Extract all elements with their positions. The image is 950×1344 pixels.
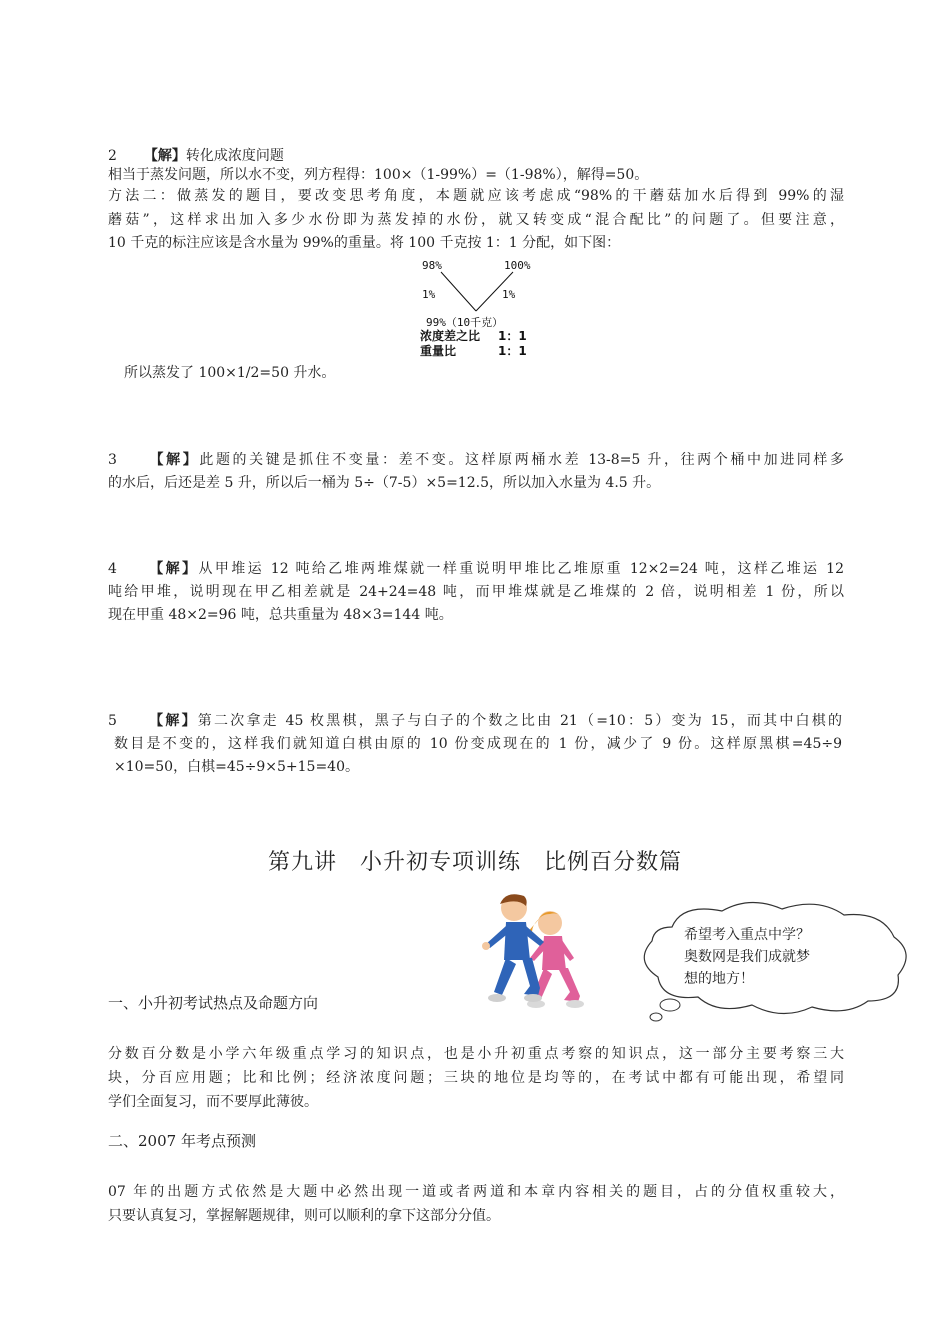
solution-tag: 【解】 (146, 561, 199, 577)
thought-cloud-text (684, 924, 810, 990)
problem-2-line: 相当于蒸发问题，所以水不变，列方程得：100×（1-99%）=（1-98%），解得=50。 (108, 167, 649, 183)
cloud-line: 想的地方！ (684, 971, 754, 987)
diagram-right-difference: 1% (502, 288, 516, 301)
diagram-row-label: 重量比 (420, 344, 457, 358)
problem-4-line (108, 559, 844, 579)
section-1-line: 分数百分数是小学六年级重点学习的知识点，也是小升初重点考察的知识点，这一部分主要考察三大 (108, 1046, 844, 1062)
problem-5-line (108, 711, 842, 731)
problem-3-line: 的水后，后还是差 5 升，所以后一桶为 5÷（7-5）×5=12.5，所以加入水量为 4.5 升。 (108, 475, 661, 491)
section-1-line: 块，分百应用题；比和比例；经济浓度问题；三块的地位是均等的，在考试中都有可能出现，希望同 (108, 1070, 844, 1086)
diagram-row-ratio: 1：1 (498, 344, 527, 358)
problem-2-line: 蘑菇”，这样求出加入多少水份即为蒸发掉的水份，就又转变成“混合配比”的问题了。但要注意， (108, 212, 844, 228)
problem-number: 2 (108, 148, 117, 164)
problem-3-text: 此题的关键是抓住不变量：差不变。这样原两桶水差 13-8=5 升，往两个桶中加进同样多 (199, 452, 845, 468)
problem-2-line: 方法二：做蒸发的题目，要改变思考角度，本题就应该考虑成“98%的干蘑菇加水后得到 99%的湿 (108, 188, 844, 204)
cloud-line: 希望考入重点中学？ (684, 927, 810, 943)
problem-number: 3 (108, 452, 117, 468)
boy-figure (482, 894, 544, 1002)
problem-2-header (108, 146, 284, 166)
problem-2-line: 10 千克的标注应该是含水量为 99%的重量。将 100 千克按 1：1 分配，如下图： (108, 235, 621, 251)
section-1-heading: 一、小升初考试热点及命题方向 (108, 994, 319, 1012)
diagram-center-value: 99%（10千克） (426, 316, 504, 329)
solution-tag: 【解】 (146, 713, 198, 729)
solution-tag: 【解】 (146, 452, 200, 468)
problem-3-line (108, 450, 844, 470)
section-2-line: 只要认真复习，掌握解题规律，则可以顺利的拿下这部分分值。 (108, 1208, 500, 1224)
problem-2-topic: 转化成浓度问题 (185, 148, 284, 164)
solution-tag: 【解】 (143, 148, 186, 164)
problem-5-line: 数目是不变的，这样我们就知道白棋由原的 10 份变成现在的 1 份，减少了 9 份。这样原黑棋=45÷9 (114, 736, 842, 752)
cloud-line: 奥数网是我们成就梦 (684, 949, 810, 965)
mixing-ratio-diagram (414, 256, 540, 360)
diagram-row-label: 浓度差之比 (420, 329, 481, 343)
problem-5-text: 第二次拿走 45 枚黑棋，黑子与白子的个数之比由 21（=10：5）变为 15，而其中白棋的 (197, 713, 842, 729)
problem-4-line: 现在甲重 48×2=96 吨，总共重量为 48×3=144 吨。 (108, 607, 453, 623)
diagram-left-concentration: 98% (422, 259, 442, 272)
problem-4-line: 吨给甲堆，说明现在甲乙相差就是 24+24=48 吨，而甲堆煤就是乙堆煤的 2 倍，说明相差 1 份，所以 (108, 584, 844, 600)
section-2-heading: 二、2007 年考点预测 (108, 1132, 256, 1150)
diagram-left-difference: 1% (422, 288, 436, 301)
chapter-title: 第九讲 小升初专项训练 比例百分数篇 (267, 850, 682, 875)
problem-4-text: 从甲堆运 12 吨给乙堆两堆煤就一样重说明甲堆比乙堆原重 12×2=24 吨，这样乙堆运 12 (198, 561, 844, 577)
problem-2-result: 所以蒸发了 100×1/2=50 升水。 (124, 365, 336, 381)
problem-number: 4 (108, 561, 117, 577)
diagram-right-concentration: 100% (504, 259, 531, 272)
problem-number: 5 (108, 713, 117, 729)
diagram-left-line (441, 272, 476, 311)
diagram-row-ratio: 1：1 (498, 329, 527, 343)
section-2-line: 07 年的出题方式依然是大题中必然出现一道或者两道和本章内容相关的题目，占的分值权重较大， (108, 1184, 844, 1200)
running-kids-illustration (470, 888, 620, 1023)
section-1-line: 学们全面复习，而不要厚此薄彼。 (108, 1094, 318, 1110)
problem-5-line: ×10=50，白棋=45÷9×5+15=40。 (114, 759, 359, 775)
